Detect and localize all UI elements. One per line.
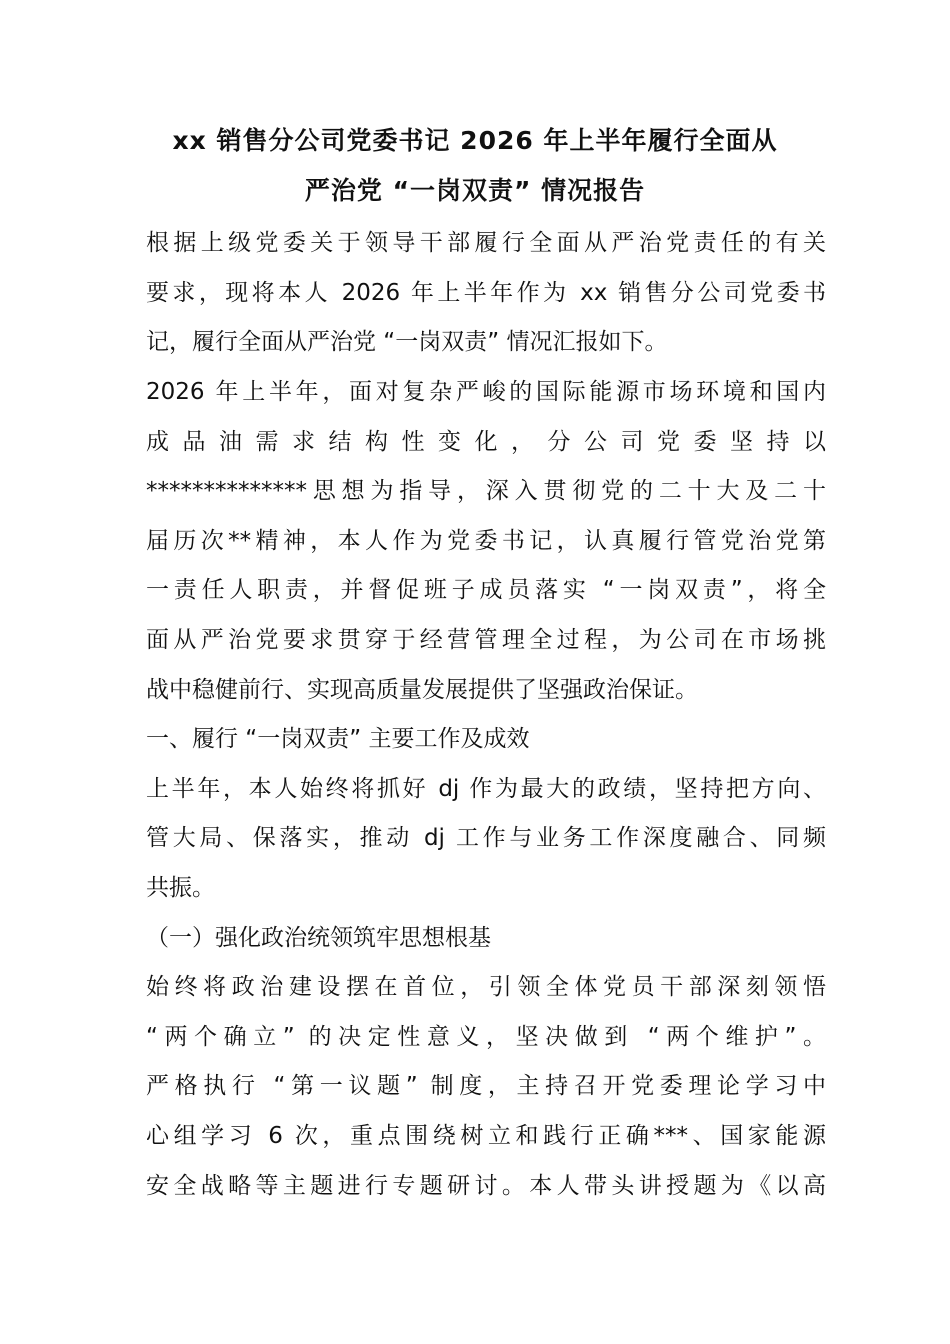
body-line: 成品油需求结构性变化，分公司党委坚持以 <box>146 429 826 455</box>
body-line: 上半年，本人始终将抓好 dj 作为最大的政绩，坚持把方向、 <box>146 776 826 802</box>
body-line: 2026 年上半年，面对复杂严峻的国际能源市场环境和国内 <box>146 379 826 405</box>
document-title-line-1: xx 销售分公司党委书记 2026 年上半年履行全面从 <box>172 126 778 155</box>
body-line: 要求，现将本人 2026 年上半年作为 xx 销售分公司党委书 <box>146 280 826 306</box>
body-line: 届历次**精神，本人作为党委书记，认真履行管党治党第 <box>146 528 826 554</box>
body-line: 心组学习 6 次，重点围绕树立和践行正确***、国家能源 <box>146 1123 826 1149</box>
body-line: 严格执行 “第一议题” 制度，主持召开党委理论学习中 <box>146 1073 826 1099</box>
document-title-line-2: 严治党 “一岗双责” 情况报告 <box>304 176 646 205</box>
body-line: **************思想为指导，深入贯彻党的二十大及二十 <box>146 478 826 504</box>
body-line: 共振。 <box>146 875 215 901</box>
body-line: “两个确立” 的决定性意义，坚决做到 “两个维护”。 <box>146 1024 826 1050</box>
subsection-heading: （一）强化政治统领筑牢思想根基 <box>146 925 491 951</box>
body-line: 始终将政治建设摆在首位，引领全体党员干部深刻领悟 <box>146 974 826 1000</box>
section-heading: 一、履行 “一岗双责” 主要工作及成效 <box>146 726 530 752</box>
body-line: 管大局、保落实，推动 dj 工作与业务工作深度融合、同频 <box>146 825 826 851</box>
body-line: 安全战略等主题进行专题研讨。本人带头讲授题为《以高 <box>146 1173 826 1199</box>
body-line: 战中稳健前行、实现高质量发展提供了坚强政治保证。 <box>146 677 698 703</box>
body-line: 根据上级党委关于领导干部履行全面从严治党责任的有关 <box>146 230 826 256</box>
body-line: 面从严治党要求贯穿于经营管理全过程，为公司在市场挑 <box>146 627 826 653</box>
body-line: 一责任人职责，并督促班子成员落实 “一岗双责”，将全 <box>146 577 826 603</box>
body-line: 记，履行全面从严治党 “一岗双责” 情况汇报如下。 <box>146 329 668 355</box>
